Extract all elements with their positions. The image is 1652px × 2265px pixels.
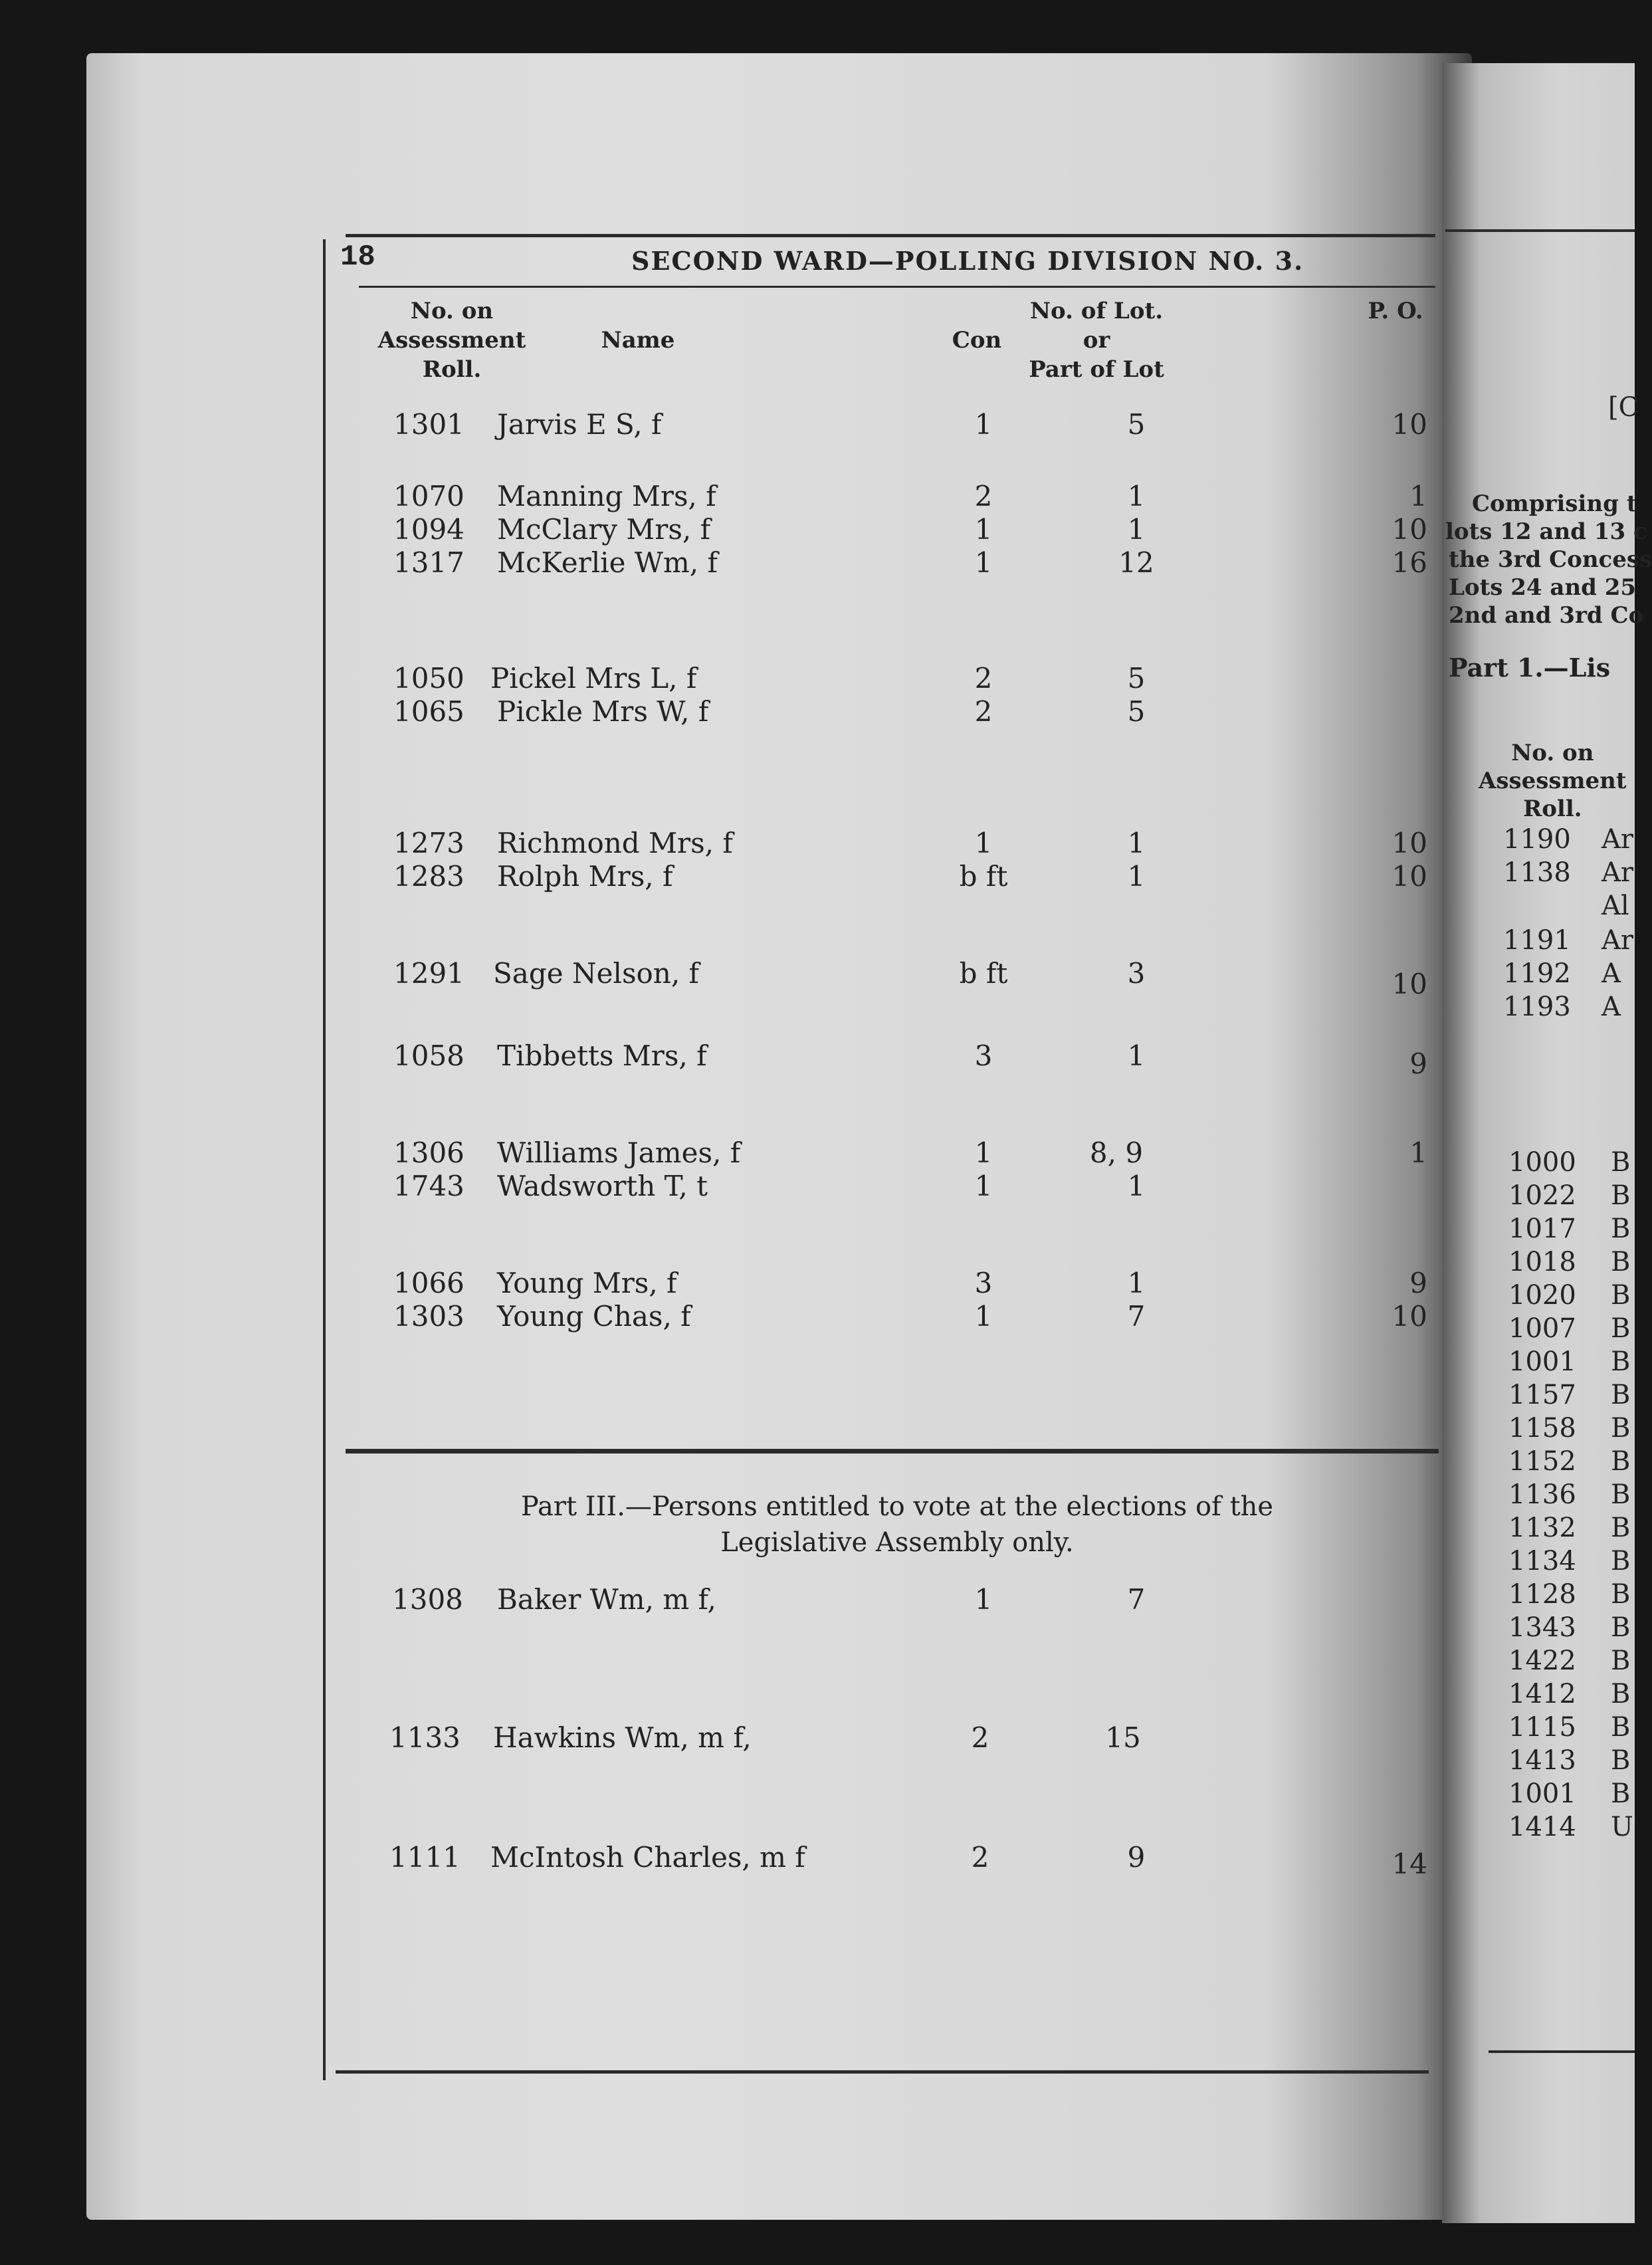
voter-name: Manning Mrs, f [497,480,716,512]
part-divider-rule [346,1449,1439,1454]
next-page-roll: 1001 [1508,1347,1576,1377]
lot-value: 5 [1127,408,1146,441]
next-page-name: B [1611,1479,1631,1510]
po-value: 10 [1392,968,1427,1000]
next-page-name: B [1611,1313,1631,1344]
next-page-roll: 1414 [1508,1812,1576,1842]
roll-number: 1065 [393,695,465,728]
next-page-name: B [1611,1347,1631,1377]
con-value: 2 [971,1721,989,1754]
roll-number: 1050 [393,662,465,695]
next-page-roll: 1020 [1508,1280,1576,1311]
next-page-comprising-line: Lots 24 and 25 [1449,574,1637,601]
voter-name: McIntosh Charles, m f [490,1841,805,1874]
voter-name: McKerlie Wm, f [497,546,718,579]
con-value: 1 [974,513,993,546]
next-page-roll: 1136 [1508,1479,1576,1510]
lot-value: 5 [1127,695,1146,728]
next-page-roll: 1138 [1503,857,1571,888]
next-page-comprising-line: the 3rd Concess [1449,546,1652,573]
next-page-name: B [1611,1147,1631,1178]
next-page-name: B [1611,1247,1631,1277]
po-value: 9 [1409,1047,1427,1080]
con-value: 3 [974,1039,993,1072]
next-page-bottom-rule [1489,2050,1635,2053]
next-page-name: B [1611,1612,1631,1643]
next-page-roll: 1158 [1508,1413,1576,1444]
next-page-roll: 1191 [1503,925,1571,956]
po-value: 10 [1392,860,1427,893]
next-page-name: B [1611,1180,1631,1211]
next-page-name: B [1611,1712,1631,1743]
con-value: 2 [971,1841,989,1874]
next-page-name: B [1611,1413,1631,1444]
po-value: 10 [1392,1300,1427,1333]
next-page-roll: 1412 [1508,1679,1576,1709]
next-page-roll: 1152 [1508,1446,1576,1477]
next-page-roll: 1128 [1508,1579,1576,1610]
next-page-roll: 1007 [1508,1313,1576,1344]
next-page-roll: 1132 [1508,1513,1576,1543]
next-page-name: B [1611,1446,1631,1477]
con-value: 2 [974,480,993,512]
roll-number: 1133 [389,1721,461,1754]
lot-value: 9 [1127,1841,1146,1874]
voter-name: Young Mrs, f [497,1267,677,1299]
next-page-name: B [1611,1679,1631,1709]
next-page-name: Ar [1601,925,1634,956]
roll-number: 1743 [393,1170,465,1202]
next-page-name: Al [1601,891,1629,921]
voter-name: Williams James, f [497,1136,741,1169]
next-page-comprising-line: lots 12 and 13 c [1445,518,1647,545]
next-page-roll: 1000 [1508,1147,1576,1178]
lot-value: 1 [1127,1170,1146,1202]
next-page-roll: 1022 [1508,1180,1576,1211]
next-page-name: B [1611,1546,1631,1576]
po-value: 1 [1409,1136,1427,1169]
column-header-lot: No. of Lot. or Part of Lot [1029,298,1164,383]
po-value: 14 [1392,1848,1427,1880]
lot-value: 1 [1127,860,1146,893]
voter-name: Richmond Mrs, f [497,827,733,859]
lot-value: 7 [1127,1300,1146,1333]
roll-number: 1058 [393,1039,465,1072]
next-page-name: U [1611,1812,1633,1842]
next-page-name: B [1611,1579,1631,1610]
roll-number: 1094 [393,513,465,546]
column-header-po: P. O. [1368,298,1423,324]
con-value: b ft [959,957,1008,990]
page-title: SECOND WARD—POLLING DIVISION NO. 3. [631,246,1304,276]
con-value: 2 [974,695,993,728]
next-page-column-header: No. on Assessment Roll. [1479,740,1627,822]
next-page-roll: 1192 [1503,958,1571,989]
lot-value: 8, 9 [1089,1136,1144,1169]
next-page-top-rule [1445,229,1635,232]
voter-name: Rolph Mrs, f [497,860,673,893]
lot-value: 3 [1127,957,1146,990]
next-page-roll: 1343 [1508,1612,1576,1643]
lot-value: 1 [1127,480,1146,512]
voter-name: Young Chas, f [497,1300,691,1333]
next-page-name: Ar [1601,824,1634,855]
bottom-rule [336,2070,1429,2074]
next-page-name: Ar [1601,857,1634,888]
next-page-roll: 1115 [1508,1712,1576,1743]
next-page-name: B [1611,1779,1631,1809]
column-header-roll: No. on Assessment Roll. [377,298,526,383]
voter-name: Hawkins Wm, m f, [493,1721,752,1754]
column-header-name: Name [601,327,675,354]
next-page-roll: 1018 [1508,1247,1576,1277]
next-page-roll: 1193 [1503,992,1571,1022]
next-page-roll: 1422 [1508,1646,1576,1676]
next-page-comprising-line: 2nd and 3rd Co [1449,602,1644,629]
voter-name: Sage Nelson, f [493,957,700,990]
part3-heading: Part III.—Persons entitled to vote at the elections of the Legislative Assembly only. [520,1491,1274,1558]
con-value: 1 [974,827,993,859]
next-page-sheet [1442,63,1635,2223]
po-value: 10 [1392,513,1427,546]
voter-name: Baker Wm, m f, [497,1583,716,1616]
con-value: 2 [974,662,993,695]
roll-number: 1283 [393,860,465,893]
con-value: 3 [974,1267,993,1299]
lot-value: 12 [1118,546,1154,579]
next-page-roll: 1017 [1508,1214,1576,1244]
lot-value: 15 [1105,1721,1141,1754]
next-page-name: B [1611,1513,1631,1543]
next-page-name: A [1601,958,1621,989]
po-value: 9 [1409,1267,1427,1299]
con-value: 1 [974,1170,993,1202]
voter-name: Wadsworth T, t [497,1170,708,1202]
column-header-con: Con [952,327,1002,354]
po-value: 10 [1392,408,1427,441]
lot-value: 1 [1127,1039,1146,1072]
roll-number: 1273 [393,827,465,859]
con-value: b ft [959,860,1008,893]
next-page-roll: 1190 [1503,824,1571,855]
left-vertical-rule [323,239,326,2080]
next-page-part-label: Part 1.—Lis [1449,653,1611,683]
con-value: 1 [974,1136,993,1169]
top-rule [346,234,1435,237]
roll-number: 1066 [393,1267,465,1299]
voter-name: Pickle Mrs W, f [497,695,709,728]
roll-number: 1301 [393,408,465,441]
lot-value: 7 [1127,1583,1146,1616]
roll-number: 1291 [393,957,465,990]
next-page-name: B [1611,1214,1631,1244]
voter-name: McClary Mrs, f [497,513,711,546]
voter-name: Pickel Mrs L, f [490,662,697,695]
next-page-name: A [1601,992,1621,1022]
roll-number: 1308 [392,1583,463,1616]
next-page-roll: 1134 [1508,1546,1576,1576]
roll-number: 1317 [393,546,465,579]
next-page-name: B [1611,1280,1631,1311]
next-page-bracket: [C [1608,392,1639,423]
roll-number: 1303 [393,1300,465,1333]
po-value: 16 [1392,546,1427,579]
lot-value: 1 [1127,827,1146,859]
page-sheet [86,53,1472,2220]
roll-number: 1111 [389,1841,461,1874]
po-value: 10 [1392,827,1427,859]
con-value: 1 [974,1583,993,1616]
header-underline [359,286,1435,288]
po-value: 1 [1409,480,1427,512]
voter-name: Tibbetts Mrs, f [497,1039,707,1072]
con-value: 1 [974,408,993,441]
con-value: 1 [974,546,993,579]
voter-name: Jarvis E S, f [497,408,662,441]
lot-value: 1 [1127,513,1146,546]
roll-number: 1306 [393,1136,465,1169]
lot-value: 1 [1127,1267,1146,1299]
next-page-roll: 1001 [1508,1779,1576,1809]
next-page-comprising-line: Comprising t [1472,490,1637,517]
lot-value: 5 [1127,662,1146,695]
next-page-name: B [1611,1745,1631,1776]
page-number: 18 [340,241,375,274]
next-page-roll: 1157 [1508,1380,1576,1410]
next-page-name: B [1611,1380,1631,1410]
next-page-name: B [1611,1646,1631,1676]
roll-number: 1070 [393,480,465,512]
con-value: 1 [974,1300,993,1333]
next-page-roll: 1413 [1508,1745,1576,1776]
